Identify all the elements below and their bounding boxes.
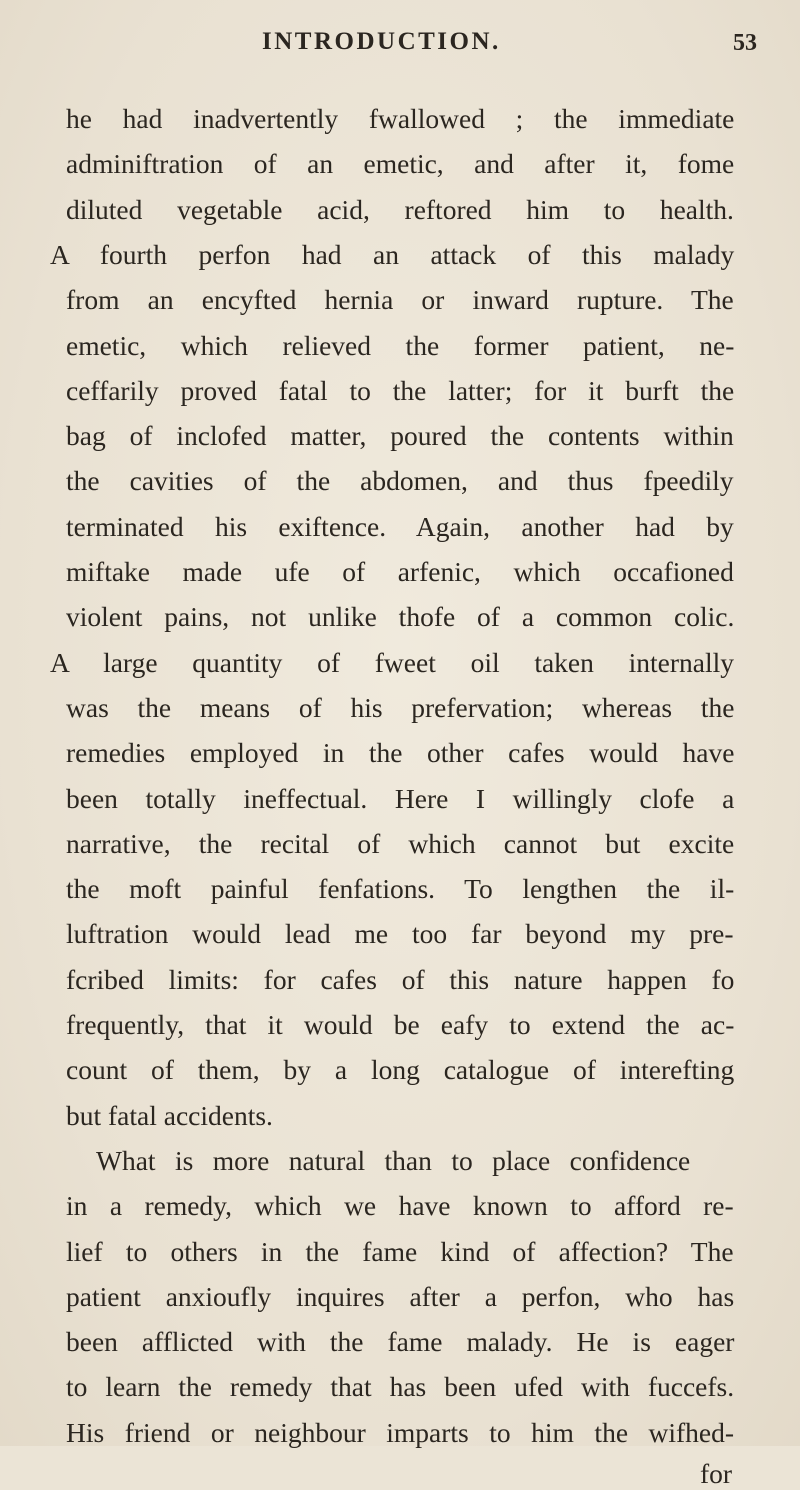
text-line: luftration would lead me too far beyond my pre- bbox=[66, 918, 734, 950]
text-line: diluted vegetable acid, reftored him to health. bbox=[66, 193, 734, 225]
text-line: His friend or neighbour imparts to him the wifhed- bbox=[66, 1416, 735, 1448]
text-line: A fourth perfon had an attack of this malady bbox=[50, 238, 735, 270]
text-line: been totally ineffectual. Here I willingly clofe a bbox=[66, 782, 735, 814]
text-line: he had inadvertently fwallowed ; the immediate bbox=[66, 103, 735, 134]
text-line: emetic, which relieved the former patient, ne- bbox=[66, 329, 735, 361]
text-line: the moft painful fenfations. To lengthen the il- bbox=[66, 873, 735, 905]
running-head bbox=[0, 22, 800, 62]
text-line: been afflicted with the fame malady. He is eager bbox=[66, 1326, 735, 1358]
text-line: from an encyfted hernia or inward rupture. The bbox=[66, 284, 734, 316]
text-line: to learn the remedy that has been ufed with fuccefs. bbox=[66, 1371, 735, 1403]
text-line: miftake made ufe of arfenic, which occafioned bbox=[66, 556, 734, 587]
text-line: violent pains, not unlike thofe of a common colic. bbox=[66, 601, 735, 633]
text-line: ceffarily proved fatal to the latter; for it burft the bbox=[66, 374, 735, 406]
text-line: remedies employed in the other cafes would have bbox=[66, 737, 735, 769]
text-line: frequently, that it would be eafy to extend the ac- bbox=[66, 1009, 735, 1040]
running-title: INTRODUCTION. bbox=[262, 28, 501, 55]
text-line: but fatal accidents. bbox=[66, 1099, 273, 1131]
text-line: narrative, the recital of which cannot but excite bbox=[66, 827, 735, 859]
text-line: terminated his exiftence. Again, another had by bbox=[66, 510, 734, 542]
page-number: 53 bbox=[733, 30, 757, 56]
text-line: A large quantity of fweet oil taken internally bbox=[50, 646, 734, 678]
text-line: adminiftration of an emetic, and after it, fome bbox=[66, 148, 735, 180]
text-line: bag of inclofed matter, poured the contents within bbox=[66, 420, 734, 452]
text-line: What is more natural than to place confidence bbox=[96, 1144, 691, 1176]
text-line: patient anxioufly inquires after a perfon, who has bbox=[66, 1280, 735, 1312]
text-line: lief to others in the fame kind of affection? The bbox=[66, 1235, 734, 1267]
text-line: the cavities of the abdomen, and thus fpeedily bbox=[66, 465, 734, 497]
text-line: fcribed limits: for cafes of this nature happen fo bbox=[66, 963, 735, 995]
text-line: count of them, by a long catalogue of interefting bbox=[66, 1054, 735, 1086]
text-line: was the means of his prefervation; whereas the bbox=[66, 691, 735, 723]
catchword: for bbox=[700, 1458, 733, 1489]
text-line: in a remedy, which we have known to afford re- bbox=[66, 1190, 734, 1222]
